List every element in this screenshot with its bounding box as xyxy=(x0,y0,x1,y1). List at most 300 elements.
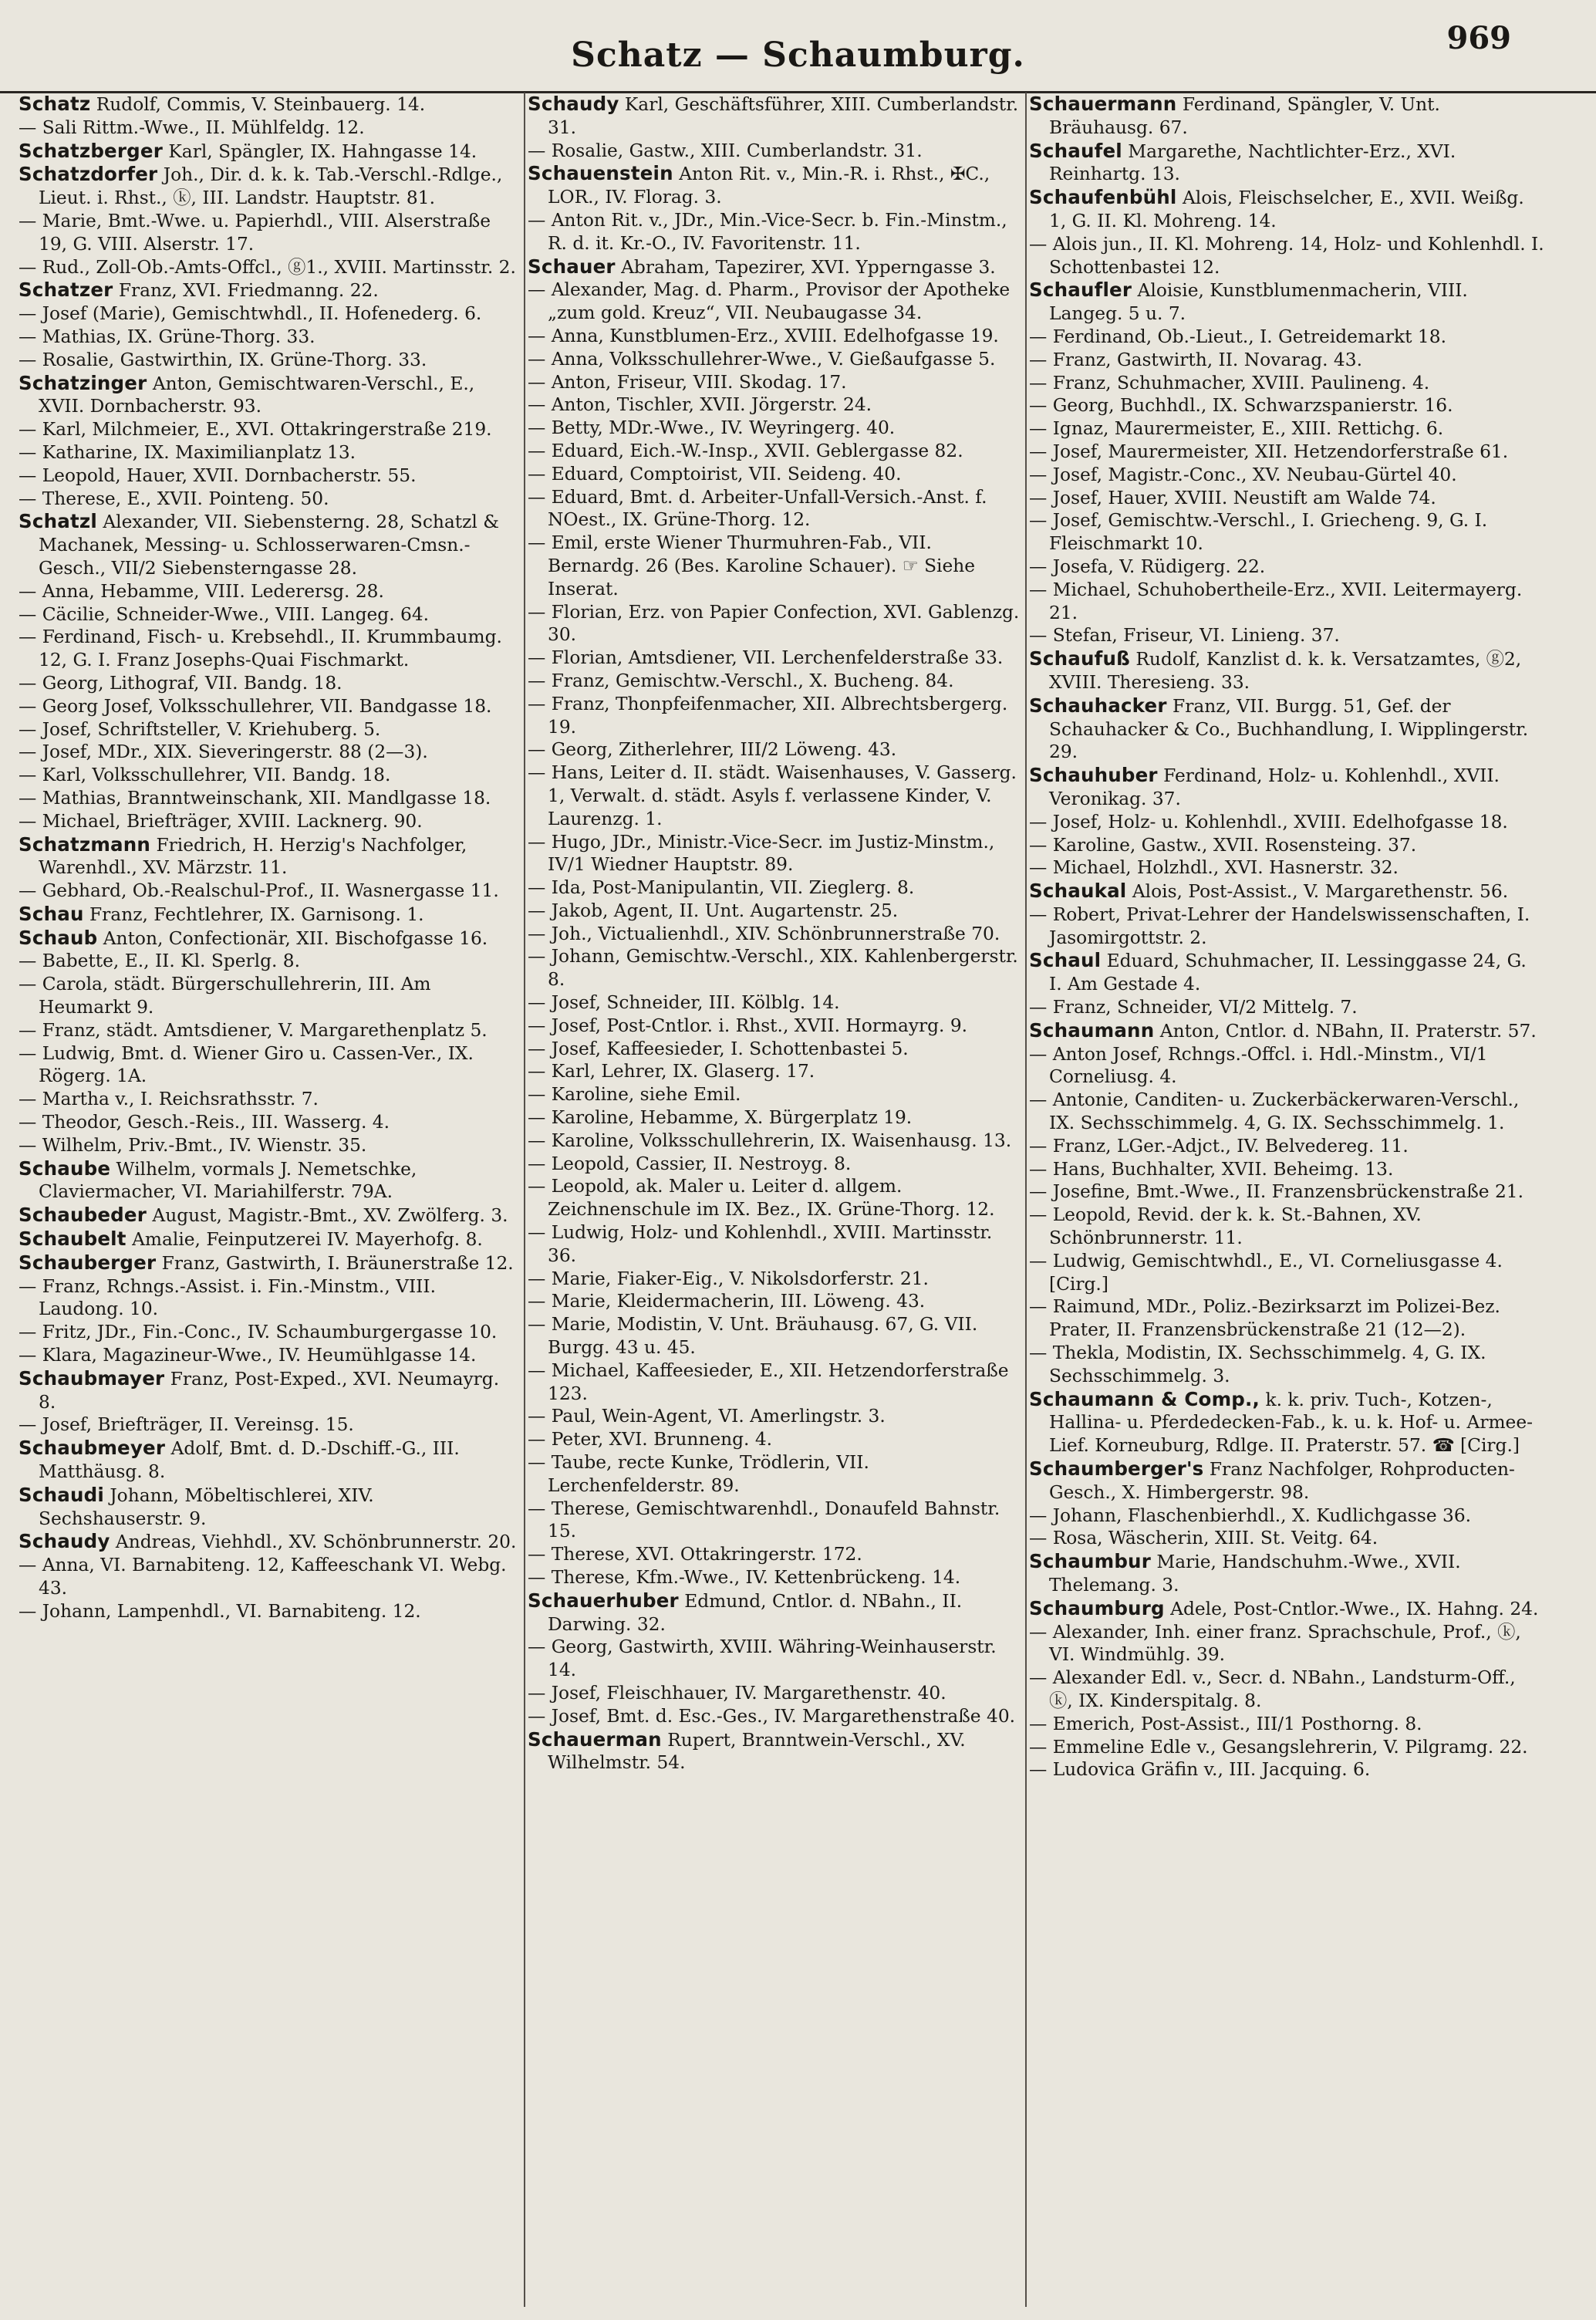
entry-text: Rudolf, Kanzlist d. k. k. Versatzamtes, ⓖ2, XVIII. Theresieng. 33. xyxy=(1049,649,1522,693)
directory-entry-surname xyxy=(1029,1019,1544,1043)
directory-entry-sub xyxy=(1029,1713,1544,1736)
entry-text: — Franz, Gastwirth, II. Novarag. 43. xyxy=(1029,349,1362,370)
directory-entry-surname xyxy=(19,903,521,927)
surname: Schaufler xyxy=(1029,279,1132,302)
directory-entry-sub xyxy=(528,1038,1023,1061)
directory-entry-sub xyxy=(19,580,521,603)
entry-text: — Emmeline Edle v., Gesangslehrerin, V. Pilgramg. 22. xyxy=(1029,1736,1528,1758)
entry-text: — Franz, Schuhmacher, XVIII. Paulineng. 4. xyxy=(1029,372,1430,393)
entry-text: — Karl, Volksschullehrer, VII. Bandg. 18. xyxy=(19,765,391,786)
directory-entry-sub xyxy=(1029,996,1544,1019)
surname: Schaumberger's xyxy=(1029,1457,1204,1481)
surname: Schatzinger xyxy=(19,371,147,394)
entry-text: Andreas, Viehhdl., XV. Schönbrunnerstr. 20. xyxy=(115,1531,517,1553)
entry-text: — Michael, Holzhdl., XVI. Hasnerstr. 32. xyxy=(1029,857,1399,879)
directory-entry-sub xyxy=(19,764,521,787)
entry-text: Franz, XVI. Friedmanng. 22. xyxy=(118,280,379,302)
directory-entry-surname xyxy=(1029,647,1544,694)
directory-entry-sub xyxy=(1029,441,1544,464)
directory-entry-sub xyxy=(528,1359,1023,1406)
column-divider xyxy=(524,93,525,2307)
entry-text: — Jakob, Agent, II. Unt. Augartenstr. 25. xyxy=(528,900,899,921)
directory-entry-sub xyxy=(528,1566,1023,1589)
directory-entry-sub xyxy=(1029,1250,1544,1296)
entry-text: — Marie, Modistin, V. Unt. Bräuhausg. 67, G. VII. Burgg. 43 u. 45. xyxy=(528,1314,978,1359)
directory-entry-sub xyxy=(1029,1204,1544,1250)
directory-entry-sub xyxy=(1029,856,1544,880)
entry-text: — Franz, Thonpfeifenmacher, XII. Albrechtsbergerg. 19. xyxy=(528,693,1008,738)
directory-entry-sub xyxy=(1029,1043,1544,1089)
directory-entry-sub xyxy=(528,601,1023,647)
directory-entry-sub xyxy=(19,441,521,464)
entry-text: — Alexander Edl. v., Secr. d. NBahn., Landsturm-Off., ⓚ, IX. Kinderspitalg. 8. xyxy=(1029,1667,1516,1711)
directory-entry-surname xyxy=(528,1589,1023,1636)
directory-entry-sub xyxy=(19,464,521,488)
directory-entry-sub xyxy=(528,140,1023,163)
directory-entry-sub xyxy=(1029,556,1544,579)
surname: Schaubmeyer xyxy=(19,1437,166,1460)
entry-text: Edmund, Cntlor. d. NBahn., II. Darwing. 32. xyxy=(548,1590,963,1635)
entry-text: — Ida, Post-Manipulantin, VII. Zieglerg. 8. xyxy=(528,877,915,899)
directory-entry-surname xyxy=(1029,949,1544,996)
directory-entry-sub xyxy=(19,1554,521,1600)
surname: Schaumann & Comp., xyxy=(1029,1387,1260,1410)
entry-text: — Ludwig, Gemischtwhdl., E., VI. Corneliusgasse 4. [Cirg.] xyxy=(1029,1250,1503,1295)
entry-text: — Rosa, Wäscherin, XIII. St. Veitg. 64. xyxy=(1029,1528,1378,1549)
entry-text: Franz Nachfolger, Rohproducten-Gesch., X. Himbergerstr. 98. xyxy=(1049,1459,1515,1503)
directory-entry-surname xyxy=(19,93,521,117)
directory-entry-sub xyxy=(1029,1342,1544,1388)
entry-text: — Cäcilie, Schneider-Wwe., VIII. Langeg. 64. xyxy=(19,603,430,625)
entry-text: — Ferdinand, Ob.-Lieut., I. Getreidemarkt 18. xyxy=(1029,326,1446,347)
entry-text: — Michael, Schuhobertheile-Erz., XVII. Leitermayerg. 21. xyxy=(1029,579,1523,623)
surname: Schauhuber xyxy=(1029,764,1158,787)
entry-text: — Alexander, Mag. d. Pharm., Provisor der Apotheke „zum gold. Kreuz“, VII. Neubaugasse 34. xyxy=(528,279,1011,324)
page-number: 969 xyxy=(1446,20,1511,56)
directory-entry-sub xyxy=(528,1060,1023,1083)
directory-entry-sub xyxy=(528,486,1023,532)
surname: Schaubeder xyxy=(19,1204,147,1227)
entry-text: — Hugo, JDr., Ministr.-Vice-Secr. im Justiz-Minstm., IV/1 Wiedner Hauptstr. 89. xyxy=(528,831,995,876)
directory-entry-sub xyxy=(1029,1736,1544,1759)
surname: Schaufenbühl xyxy=(1029,186,1177,209)
entry-text: — Johann, Gemischtw.-Verschl., XIX. Kahlenbergerstr. 8. xyxy=(528,946,1018,991)
surname: Schaudi xyxy=(19,1483,104,1506)
directory-entry-sub xyxy=(1029,1758,1544,1781)
entry-text: — Sali Rittm.-Wwe., II. Mühlfeldg. 12. xyxy=(19,117,365,138)
directory-entry-sub xyxy=(19,488,521,511)
entry-text: — Ludovica Gräfin v., III. Jacquing. 6. xyxy=(1029,1759,1371,1781)
surname: Schaudy xyxy=(19,1530,110,1553)
directory-entry-sub xyxy=(19,787,521,810)
entry-text: — Rud., Zoll-Ob.-Amts-Offcl., ⓖ1., XVIII. Martinsstr. 2. xyxy=(19,256,516,278)
entry-text: — Carola, städt. Bürgerschullehrerin, III. Am Heumarkt 9. xyxy=(19,974,431,1018)
entry-text: — Marie, Fiaker-Eig., V. Nikolsdorferstr. 21. xyxy=(528,1268,929,1289)
entry-text: — Klara, Magazineur-Wwe., IV. Heumühlgasse 14. xyxy=(19,1345,477,1366)
directory-entry-sub xyxy=(19,1111,521,1134)
entry-text: Alexander, VII. Siebensterng. 28, Schatzl & Machanek, Messing- u. Schlosserwaren-Cmsn.-Gesch., VII/2 Siebensterngasse 28. xyxy=(39,512,500,579)
entry-text: — Josef, Bmt. d. Esc.-Ges., IV. Margarethenstraße 40. xyxy=(528,1705,1016,1727)
entry-text: — Anna, Kunstblumen-Erz., XVIII. Edelhofgasse 19. xyxy=(528,325,999,346)
directory-entry-surname xyxy=(19,279,521,302)
entry-text: — Josef, Maurermeister, XII. Hetzendorferstraße 61. xyxy=(1029,441,1509,462)
directory-entry-sub xyxy=(528,440,1023,463)
directory-entry-sub xyxy=(19,1321,521,1344)
entry-text: — Josef, MDr., XIX. Sieveringerstr. 88 (2—3). xyxy=(19,741,428,763)
surname: Schaubmayer xyxy=(19,1366,165,1390)
directory-entry-surname xyxy=(1029,1550,1544,1597)
directory-entry-sub xyxy=(19,810,521,833)
directory-entry-surname xyxy=(1029,1457,1544,1504)
entry-text: — Josefine, Bmt.-Wwe., II. Franzensbrückenstraße 21. xyxy=(1029,1181,1524,1203)
directory-entry-sub xyxy=(528,1130,1023,1153)
directory-entry-sub xyxy=(19,1019,521,1042)
directory-entry-sub xyxy=(1029,1180,1544,1204)
directory-entry-sub xyxy=(528,1705,1023,1728)
directory-entry-sub xyxy=(19,302,521,326)
surname: Schaube xyxy=(19,1157,111,1180)
entry-text: — Antonie, Canditen- u. Zuckerbäckerwaren-Verschl., IX. Sechsschimmelg. 4, G. IX. Sechsschimmelg. 1. xyxy=(1029,1089,1520,1134)
surname: Schauhacker xyxy=(1029,694,1167,717)
entry-text: — Franz, Rchngs.-Assist. i. Fin.-Minstm., VIII. Laudong. 10. xyxy=(19,1275,436,1320)
directory-entry-sub xyxy=(19,1088,521,1111)
directory-entry-sub xyxy=(19,1413,521,1437)
entry-text: — Karoline, Gastw., XVII. Rosensteing. 37. xyxy=(1029,834,1417,856)
directory-entry-sub xyxy=(1029,811,1544,834)
entry-text: Karl, Geschäftsführer, XIII. Cumberlandstr. 31. xyxy=(548,94,1019,138)
column-2 xyxy=(528,93,1023,2315)
surname: Schaukal xyxy=(1029,880,1127,903)
entry-text: — Anton, Tischler, XVII. Jörgerstr. 24. xyxy=(528,394,872,416)
directory-entry-sub xyxy=(19,880,521,903)
entry-text: — Anton Rit. v., JDr., Min.-Vice-Secr. b. Fin.-Minstm., R. d. it. Kr.-O., IV. Favoritenstr. 11. xyxy=(528,209,1007,254)
entry-text: Joh., Dir. d. k. k. Tab.-Verschl.-Rdlge., Lieut. i. Rhst., ⓚ, III. Landstr. Hauptstr. 81. xyxy=(39,164,503,209)
entry-text: — Taube, recte Kunke, Trödlerin, VII. Lerchenfelderstr. 89. xyxy=(528,1452,869,1496)
entry-text: Alois, Fleischselcher, E., XVII. Weißg. 1, G. II. Kl. Mohreng. 14. xyxy=(1049,187,1524,231)
directory-entry-sub xyxy=(19,626,521,672)
entry-text: Rudolf, Commis, V. Steinbauerg. 14. xyxy=(96,94,426,115)
directory-entry-sub xyxy=(528,1175,1023,1221)
directory-entry-sub xyxy=(19,741,521,764)
entry-text: — Betty, MDr.-Wwe., IV. Weyringerg. 40. xyxy=(528,417,896,439)
directory-entry-sub xyxy=(19,1344,521,1367)
entry-text: Friedrich, H. Herzig's Nachfolger, Warenhdl., XV. Märzstr. 11. xyxy=(39,834,467,879)
entry-text: Franz, Gastwirth, I. Bräunerstraße 12. xyxy=(161,1252,514,1274)
directory-entry-sub xyxy=(19,1134,521,1157)
entry-text: — Mathias, IX. Grüne-Thorg. 33. xyxy=(19,326,315,347)
entry-text: — Florian, Erz. von Papier Confection, XVI. Gablenzg. 30. xyxy=(528,601,1020,646)
entry-text: — Hans, Buchhalter, XVII. Beheimg. 13. xyxy=(1029,1158,1394,1180)
entry-text: — Josef, Hauer, XVIII. Neustift am Walde 74. xyxy=(1029,487,1436,508)
entry-text: — Mathias, Branntweinschank, XII. Mandlgasse 18. xyxy=(19,787,491,809)
directory-entry-sub xyxy=(19,672,521,695)
entry-text: — Josef, Magistr.-Conc., XV. Neubau-Gürtel 40. xyxy=(1029,464,1457,485)
directory-entry-sub xyxy=(1029,417,1544,441)
running-title: Schatz — Schaumburg. xyxy=(571,35,1025,75)
entry-text: Alois, Post-Assist., V. Margarethenstr. 56. xyxy=(1132,881,1509,903)
surname: Schatz xyxy=(19,93,91,115)
directory-entry-sub xyxy=(19,256,521,279)
column-1 xyxy=(19,93,521,2315)
directory-entry-sub xyxy=(528,1451,1023,1498)
directory-entry-sub xyxy=(1029,509,1544,556)
entry-text: — Rosalie, Gastw., XIII. Cumberlandstr. 31. xyxy=(528,140,923,161)
directory-entry-sub xyxy=(528,1290,1023,1313)
directory-entry-sub xyxy=(19,418,521,441)
directory-entry-sub xyxy=(528,393,1023,417)
entry-text: — Karoline, siehe Emil. xyxy=(528,1084,741,1106)
surname: Schaumann xyxy=(1029,1018,1155,1042)
directory-entry-surname xyxy=(19,1530,521,1554)
directory-entry-sub xyxy=(19,210,521,256)
entry-text: — Karoline, Volksschullehrerin, IX. Waisenhausg. 13. xyxy=(528,1130,1012,1151)
entry-text: — Franz, Gemischtw.-Verschl., X. Bucheng. 84. xyxy=(528,670,954,691)
entry-text: — Ignaz, Maurermeister, E., XIII. Rettichg. 6. xyxy=(1029,418,1444,440)
directory-entry-sub xyxy=(528,1636,1023,1682)
surname: Schaufuß xyxy=(1029,647,1130,670)
entry-text: — Josefa, V. Rüdigerg. 22. xyxy=(1029,556,1266,577)
directory-entry-sub xyxy=(528,900,1023,923)
entry-text: Ferdinand, Holz- u. Kohlenhdl., XVII. Veronikag. 37. xyxy=(1049,765,1500,809)
entry-text: — Therese, E., XVII. Pointeng. 50. xyxy=(19,488,329,509)
entry-text: — Eduard, Bmt. d. Arbeiter-Unfall-Versich.-Anst. f. NOest., IX. Grüne-Thorg. 12. xyxy=(528,486,987,531)
entry-text: — Josef, Schneider, III. Kölblg. 14. xyxy=(528,992,840,1014)
entry-text: k. k. priv. Tuch-, Kotzen-, Hallina- u. Pferdedecken-Fab., k. u. k. Hof- u. Armee-Lief. Korneuburg, Rdlge. II. Praterstr. 57. ☎ [Cirg.] xyxy=(1049,1389,1533,1457)
directory-entry-surname xyxy=(19,1437,521,1484)
directory-entry-surname xyxy=(528,255,1023,279)
directory-entry-surname xyxy=(19,1228,521,1251)
entry-text: — Johann, Lampenhdl., VI. Barnabiteng. 12. xyxy=(19,1600,421,1622)
directory-entry-sub xyxy=(528,1682,1023,1705)
entry-text: — Michael, Briefträger, XVIII. Lacknerg. 90. xyxy=(19,810,423,832)
directory-entry-surname xyxy=(528,1728,1023,1775)
entry-text: — Michael, Kaffeesieder, E., XII. Hetzendorferstraße 123. xyxy=(528,1359,1009,1404)
entry-text: Anton, Gemischtwaren-Verschl., E., XVII. Dornbacherstr. 93. xyxy=(39,373,475,417)
entry-text: — Marie, Bmt.-Wwe. u. Papierhdl., VIII. Alserstraße 19, G. VIII. Alserstr. 17. xyxy=(19,210,491,255)
entry-text: Anton, Confectionär, XII. Bischofgasse 16. xyxy=(103,927,488,949)
directory-entry-surname xyxy=(1029,1597,1544,1621)
directory-entry-surname xyxy=(1029,764,1544,811)
entry-text: Margarethe, Nachtlichter-Erz., XVI. Reinhartg. 13. xyxy=(1049,140,1456,185)
entry-text: — Josef, Post-Cntlor. i. Rhst., XVII. Hormayrg. 9. xyxy=(528,1015,968,1036)
surname: Schau xyxy=(19,902,84,925)
surname: Schauer xyxy=(528,255,616,278)
directory-entry-surname xyxy=(19,833,521,880)
directory-entry-sub xyxy=(528,463,1023,486)
entry-text: — Fritz, JDr., Fin.-Conc., IV. Schaumburgergasse 10. xyxy=(19,1322,498,1343)
surname: Schauberger xyxy=(19,1251,157,1274)
directory-entry-surname xyxy=(19,1157,521,1204)
directory-entry-surname xyxy=(1029,279,1544,326)
directory-entry-sub xyxy=(528,532,1023,600)
entry-text: — Theodor, Gesch.-Reis., III. Wasserg. 4. xyxy=(19,1112,390,1133)
directory-entry-sub xyxy=(19,326,521,349)
directory-entry-sub xyxy=(528,371,1023,394)
directory-entry-sub xyxy=(1029,372,1544,395)
entry-text: Franz, Post-Exped., XVI. Neumayrg. 8. xyxy=(39,1368,500,1413)
surname: Schatzmann xyxy=(19,832,151,856)
directory-entry-sub xyxy=(1029,233,1544,279)
directory-entry-sub xyxy=(1029,624,1544,647)
directory-entry-sub xyxy=(19,117,521,140)
entry-text: — Georg, Zitherlehrer, III/2 Löweng. 43. xyxy=(528,739,897,761)
directory-entry-sub xyxy=(528,991,1023,1015)
directory-entry-sub xyxy=(1029,1295,1544,1342)
entry-text: — Babette, E., II. Kl. Sperlg. 8. xyxy=(19,951,301,972)
directory-entry-sub xyxy=(1029,1158,1544,1181)
entry-text: — Joh., Victualienhdl., XIV. Schönbrunnerstraße 70. xyxy=(528,923,1000,944)
directory-entry-sub xyxy=(528,738,1023,762)
directory-entry-surname xyxy=(1029,140,1544,187)
entry-text: — Thekla, Modistin, IX. Sechsschimmelg. 4, G. IX. Sechsschimmelg. 3. xyxy=(1029,1342,1486,1386)
entry-text: — Therese, Kfm.-Wwe., IV. Kettenbrückeng. 14. xyxy=(528,1567,961,1588)
surname: Schatzl xyxy=(19,510,97,533)
directory-entry-surname xyxy=(19,140,521,164)
entry-text: — Ludwig, Bmt. d. Wiener Giro u. Cassen-Ver., IX. Rögerg. 1A. xyxy=(19,1042,474,1087)
directory-entry-surname xyxy=(19,1484,521,1531)
entry-text: Anton Rit. v., Min.-R. i. Rhst., ✠C., LOR., IV. Florag. 3. xyxy=(548,164,990,208)
directory-entry-sub xyxy=(1029,1527,1544,1550)
entry-text: — Eduard, Eich.-W.-Insp., XVII. Geblergasse 82. xyxy=(528,440,963,461)
entry-text: — Georg Josef, Volksschullehrer, VII. Bandgasse 18. xyxy=(19,695,492,717)
directory-entry-sub xyxy=(19,718,521,741)
directory-entry-surname xyxy=(19,1251,521,1275)
entry-text: — Ferdinand, Fisch- u. Krebsehdl., II. Krummbaumg. 12, G. I. Franz Josephs-Quai Fischmarkt. xyxy=(19,626,502,671)
surname: Schaul xyxy=(1029,949,1102,972)
entry-text: — Therese, Gemischtwarenhdl., Donaufeld Bahnstr. 15. xyxy=(528,1498,1000,1542)
entry-text: — Karl, Milchmeier, E., XVI. Ottakringerstraße 219. xyxy=(19,419,492,441)
entry-text: — Anna, Volksschullehrer-Wwe., V. Gießaufgasse 5. xyxy=(528,348,996,370)
entry-text: — Josef, Kaffeesieder, I. Schottenbastei 5. xyxy=(528,1038,909,1059)
entry-text: — Emerich, Post-Assist., III/1 Posthorng. 8. xyxy=(1029,1713,1422,1734)
directory-entry-sub xyxy=(1029,1135,1544,1158)
column-3 xyxy=(1029,93,1544,2315)
entry-text: — Leopold, ak. Maler u. Leiter d. allgem. Zeichnenschule im IX. Bez., IX. Grüne-Thorg. 12. xyxy=(528,1176,995,1221)
directory-entry-sub xyxy=(528,325,1023,348)
directory-entry-sub xyxy=(528,647,1023,670)
surname: Schaumburg xyxy=(1029,1596,1165,1619)
entry-text: Franz, Fechtlehrer, IX. Garnisong. 1. xyxy=(89,903,424,925)
surname: Schauerman xyxy=(528,1727,662,1751)
entry-text: — Georg, Lithograf, VII. Bandg. 18. xyxy=(19,672,342,694)
page-header xyxy=(0,0,1596,93)
directory-entry-sub xyxy=(528,1106,1023,1130)
directory-entry-surname xyxy=(1029,186,1544,233)
directory-entry-surname xyxy=(528,162,1023,209)
entry-text: Johann, Möbeltischlerei, XIV. Sechshauserstr. 9. xyxy=(39,1484,374,1529)
directory-entry-sub xyxy=(1029,349,1544,372)
entry-text: August, Magistr.-Bmt., XV. Zwölferg. 3. xyxy=(152,1205,508,1227)
surname: Schaumbur xyxy=(1029,1550,1151,1573)
entry-text: Abraham, Tapezirer, XVI. Ypperngasse 3. xyxy=(621,256,996,278)
directory-entry-sub xyxy=(1029,487,1544,510)
entry-text: — Anna, Hebamme, VIII. Lederersg. 28. xyxy=(19,580,384,602)
entry-text: Eduard, Schuhmacher, II. Lessinggasse 24, G. I. Am Gestade 4. xyxy=(1049,951,1527,995)
directory-entry-sub xyxy=(1029,1667,1544,1713)
directory-entry-sub xyxy=(528,348,1023,371)
directory-entry-sub xyxy=(1029,1504,1544,1528)
entry-text: — Josef, Holz- u. Kohlenhdl., XVIII. Edelhofgasse 18. xyxy=(1029,811,1508,832)
entry-text: Aloisie, Kunstblumenmacherin, VIII. Langeg. 5 u. 7. xyxy=(1049,280,1468,325)
directory-entry-sub xyxy=(19,695,521,718)
entry-text: — Josef, Fleischhauer, IV. Margarethenstr. 40. xyxy=(528,1682,946,1704)
entry-text: — Josef, Schriftsteller, V. Kriehuberg. 5. xyxy=(19,718,381,740)
surname: Schauenstein xyxy=(528,162,673,185)
entry-text: — Josef, Gemischtw.-Verschl., I. Griecheng. 9, G. I. Fleischmarkt 10. xyxy=(1029,510,1488,555)
surname: Schauerhuber xyxy=(528,1589,679,1612)
directory-entry-sub xyxy=(528,1498,1023,1544)
directory-entry-sub xyxy=(19,973,521,1019)
directory-entry-sub xyxy=(528,1313,1023,1359)
directory-entry-sub xyxy=(528,945,1023,991)
directory-entry-sub xyxy=(1029,579,1544,625)
directory-entry-sub xyxy=(528,831,1023,877)
directory-entry-sub xyxy=(528,1015,1023,1038)
directory-entry-surname xyxy=(19,163,521,210)
entry-text: — Georg, Gastwirth, XVIII. Währing-Weinhauserstr. 14. xyxy=(528,1636,997,1681)
directory-entry-sub xyxy=(528,1428,1023,1451)
directory-entry-sub xyxy=(528,1268,1023,1291)
entry-text: — Peter, XVI. Brunneng. 4. xyxy=(528,1429,773,1450)
directory-entry-sub xyxy=(528,923,1023,946)
entry-text: — Katharine, IX. Maximilianplatz 13. xyxy=(19,441,356,463)
entry-text: — Josef, Briefträger, II. Vereinsg. 15. xyxy=(19,1414,354,1436)
directory-entry-surname xyxy=(19,1367,521,1414)
directory-entry-sub xyxy=(1029,464,1544,487)
directory-entry-sub xyxy=(19,349,521,372)
entry-text: — Rosalie, Gastwirthin, IX. Grüne-Thorg. 33. xyxy=(19,349,427,370)
surname: Schatzberger xyxy=(19,139,163,162)
entry-text: — Karoline, Hebamme, X. Bürgerplatz 19. xyxy=(528,1107,913,1129)
directory-entry-sub xyxy=(19,1042,521,1089)
entry-text: — Hans, Leiter d. II. städt. Waisenhauses, V. Gasserg. 1, Verwalt. d. städt. Asyls f. verlassene Kinder, V. Laurenzg. 1. xyxy=(528,762,1017,829)
directory-entry-surname xyxy=(19,927,521,951)
directory-entry-sub xyxy=(528,762,1023,830)
entry-text: Karl, Spängler, IX. Hahngasse 14. xyxy=(168,140,477,162)
entry-text: — Robert, Privat-Lehrer der Handelswissenschaften, I. Jasomirgottstr. 2. xyxy=(1029,903,1530,948)
directory-entry-surname xyxy=(19,510,521,579)
entry-text: Amalie, Feinputzerei IV. Mayerhofg. 8. xyxy=(132,1229,483,1251)
column-divider xyxy=(1025,93,1027,2307)
directory-entry-sub xyxy=(19,1600,521,1623)
directory-entry-surname xyxy=(19,372,521,419)
entry-text: — Marie, Kleidermacherin, III. Löweng. 43. xyxy=(528,1291,926,1312)
entry-text: Anton, Cntlor. d. NBahn, II. Praterstr. 57. xyxy=(1159,1020,1537,1042)
entry-text: — Paul, Wein-Agent, VI. Amerlingstr. 3. xyxy=(528,1406,886,1427)
entry-text: — Leopold, Revid. der k. k. St.-Bahnen, XV. Schönbrunnerstr. 11. xyxy=(1029,1204,1422,1249)
directory-entry-sub xyxy=(1029,1089,1544,1135)
entry-text: — Ludwig, Holz- und Kohlenhdl., XVIII. Martinsstr. 36. xyxy=(528,1222,993,1266)
directory-entry-surname xyxy=(1029,93,1544,140)
directory-entry-sub xyxy=(528,693,1023,739)
directory-entry-sub xyxy=(528,209,1023,255)
directory-entry-surname xyxy=(528,93,1023,140)
entry-text: — Stefan, Friseur, VI. Linieng. 37. xyxy=(1029,625,1340,647)
directory-entry-sub xyxy=(1029,1621,1544,1667)
directory-entry-sub xyxy=(528,417,1023,440)
surname: Schauermann xyxy=(1029,93,1177,115)
surname: Schaubelt xyxy=(19,1228,127,1251)
surname: Schaub xyxy=(19,926,98,949)
directory-entry-sub xyxy=(19,1275,521,1322)
directory-entry-sub xyxy=(19,603,521,626)
directory-entry-sub xyxy=(528,1543,1023,1566)
entry-text: Rupert, Branntwein-Verschl., XV. Wilhelmstr. 54. xyxy=(548,1729,966,1774)
entry-text: Wilhelm, vormals J. Nemetschke, Claviermacher, VI. Mariahilferstr. 79A. xyxy=(39,1158,417,1203)
entry-text: — Martha v., I. Reichsrathsstr. 7. xyxy=(19,1089,319,1110)
directory-entry-surname xyxy=(1029,694,1544,764)
surname: Schatzer xyxy=(19,279,113,302)
